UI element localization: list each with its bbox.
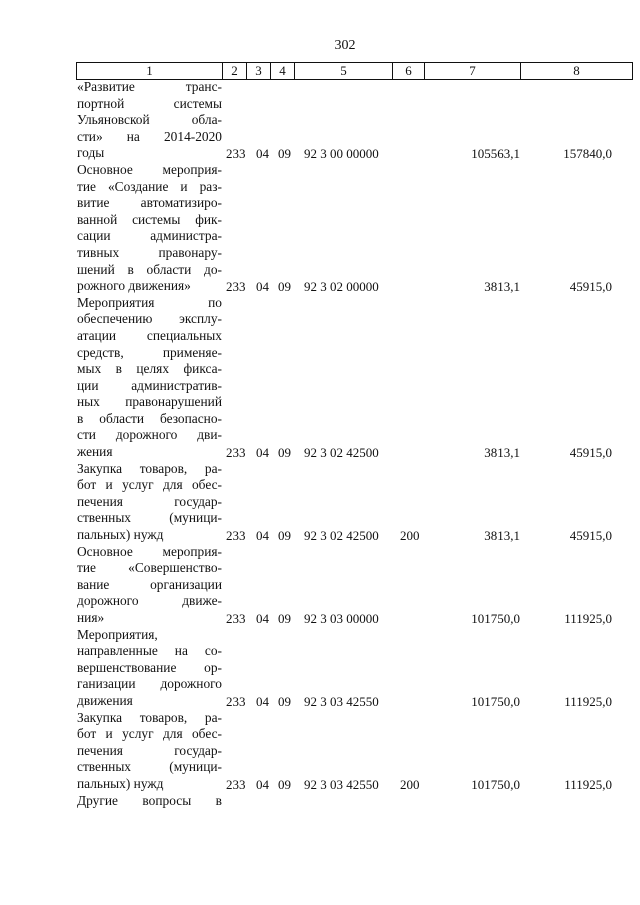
- row-name-line: ных правонарушений: [77, 394, 222, 410]
- target-article-code: 92 3 03 00000: [304, 610, 379, 626]
- section-code: 233: [226, 444, 246, 460]
- expense-type-code: 200: [400, 527, 420, 543]
- target-article-code: 92 3 02 00000: [304, 278, 379, 294]
- row-name-line: обеспечению эксплу-: [77, 311, 222, 327]
- row-name-line: Основное мероприя-: [77, 543, 222, 559]
- table-row: [0, 162, 640, 295]
- row-name-line: рожного движения»: [77, 278, 191, 294]
- column-header-row: [77, 63, 633, 80]
- row-values: [0, 278, 640, 295]
- row-name-line: ванной системы фик-: [77, 211, 222, 227]
- chapter-code: 04: [256, 444, 269, 460]
- row-name-line: жения: [77, 444, 113, 460]
- row-values: [0, 527, 640, 544]
- row-name-line: пальных) нужд: [77, 527, 164, 543]
- row-name-line: тивных правонару-: [77, 244, 222, 260]
- row-name-line: ственных (муници-: [77, 759, 222, 775]
- row-name: [77, 162, 222, 295]
- chapter-code: 04: [256, 278, 269, 294]
- chapter-code: 04: [256, 776, 269, 792]
- row-name-line: печения государ-: [77, 742, 222, 758]
- subchapter-code: 09: [278, 527, 291, 543]
- target-article-code: 92 3 00 00000: [304, 145, 379, 161]
- col-header-4: 4: [271, 63, 295, 80]
- amount-col-8: 45915,0: [569, 527, 612, 543]
- subchapter-code: 09: [278, 278, 291, 294]
- row-name-line: печения государ-: [77, 493, 222, 509]
- row-name-line: вание организации: [77, 576, 222, 592]
- table-row: [0, 295, 640, 461]
- amount-col-8: 45915,0: [569, 278, 612, 294]
- row-name-line: «Развитие транс-: [77, 79, 222, 94]
- row-name-line: пальных) нужд: [77, 775, 164, 791]
- target-article-code: 92 3 02 42500: [304, 444, 379, 460]
- row-name-line: бот и услуг для обес-: [77, 726, 222, 742]
- row-values: [0, 792, 640, 809]
- amount-col-8: 157840,0: [563, 145, 612, 161]
- row-name-line: вершенствование ор-: [77, 659, 222, 675]
- section-code: 233: [226, 610, 246, 626]
- row-name-line: Ульяновской обла-: [77, 112, 222, 128]
- row-name-line: атации специальных: [77, 327, 222, 343]
- chapter-code: 04: [256, 610, 269, 626]
- table-row: [0, 544, 640, 627]
- amount-col-8: 111925,0: [564, 693, 612, 709]
- col-header-2: 2: [223, 63, 247, 80]
- col-header-5: 5: [295, 63, 393, 80]
- budget-rows: [0, 79, 640, 809]
- row-name-line: ственных (муници-: [77, 510, 222, 526]
- row-values: [0, 610, 640, 627]
- amount-col-7: 101750,0: [471, 610, 520, 626]
- amount-col-8: 45915,0: [569, 444, 612, 460]
- row-name-line: средств, применяе-: [77, 344, 222, 360]
- col-header-6: 6: [393, 63, 425, 80]
- page-number: 302: [334, 38, 356, 53]
- row-name-line: сти дорожного дви-: [77, 427, 222, 443]
- amount-col-7: 101750,0: [471, 693, 520, 709]
- amount-col-7: 101750,0: [471, 776, 520, 792]
- row-name-line: бот и услуг для обес-: [77, 477, 222, 493]
- column-header-table: [76, 62, 633, 80]
- row-name-line: тие «Совершенство-: [77, 560, 222, 576]
- subchapter-code: 09: [278, 693, 291, 709]
- row-name-line: сти» на 2014-2020: [77, 128, 222, 144]
- subchapter-code: 09: [278, 610, 291, 626]
- col-header-7: 7: [425, 63, 521, 80]
- row-name-line: в области безопасно-: [77, 410, 222, 426]
- row-name-line: Мероприятия,: [77, 626, 158, 642]
- table-row: [0, 627, 640, 710]
- table-row: [0, 461, 640, 544]
- row-name-line: направленные на со-: [77, 643, 222, 659]
- row-name-line: дорожного движе-: [77, 593, 222, 609]
- amount-col-7: 3813,1: [484, 444, 520, 460]
- row-name-line: Другие вопросы в: [77, 792, 222, 808]
- row-name-line: Закупка товаров, ра-: [77, 709, 222, 725]
- row-name-line: движения: [77, 692, 133, 708]
- target-article-code: 92 3 03 42550: [304, 776, 379, 792]
- section-code: 233: [226, 145, 246, 161]
- row-values: [0, 145, 640, 162]
- subchapter-code: 09: [278, 444, 291, 460]
- amount-col-7: 3813,1: [484, 278, 520, 294]
- row-name-line: ния»: [77, 610, 105, 625]
- target-article-code: 92 3 03 42550: [304, 693, 379, 709]
- col-header-1: 1: [77, 63, 223, 80]
- row-name-line: шений в области до-: [77, 261, 222, 277]
- row-name-line: ганизации дорожного: [77, 676, 222, 692]
- chapter-code: 04: [256, 527, 269, 543]
- section-code: 233: [226, 776, 246, 792]
- col-header-3: 3: [247, 63, 271, 80]
- chapter-code: 04: [256, 693, 269, 709]
- subchapter-code: 09: [278, 145, 291, 161]
- row-name-line: мых в целях фикса-: [77, 361, 222, 377]
- table-row: [0, 710, 640, 793]
- amount-col-7: 105563,1: [471, 145, 520, 161]
- table-row: [0, 793, 640, 810]
- row-name-line: тие «Создание и раз-: [77, 178, 222, 194]
- subchapter-code: 09: [278, 776, 291, 792]
- row-name-line: ции административ-: [77, 377, 222, 393]
- row-name-line: Основное мероприя-: [77, 161, 222, 177]
- section-code: 233: [226, 527, 246, 543]
- section-code: 233: [226, 278, 246, 294]
- table-row: [0, 79, 640, 162]
- row-name-line: Мероприятия по: [77, 294, 222, 310]
- row-name-line: портной системы: [77, 95, 222, 111]
- section-code: 233: [226, 693, 246, 709]
- target-article-code: 92 3 02 42500: [304, 527, 379, 543]
- row-name: [77, 295, 222, 461]
- row-name-line: сации администра-: [77, 228, 222, 244]
- row-name-line: годы: [77, 145, 105, 161]
- expense-type-code: 200: [400, 776, 420, 792]
- row-values: [0, 693, 640, 710]
- amount-col-8: 111925,0: [564, 610, 612, 626]
- row-values: [0, 776, 640, 793]
- row-name-line: Закупка товаров, ра-: [77, 460, 222, 476]
- row-name-line: витие автоматизиро-: [77, 195, 222, 211]
- chapter-code: 04: [256, 145, 269, 161]
- row-values: [0, 444, 640, 461]
- col-header-8: 8: [521, 63, 633, 80]
- amount-col-7: 3813,1: [484, 527, 520, 543]
- amount-col-8: 111925,0: [564, 776, 612, 792]
